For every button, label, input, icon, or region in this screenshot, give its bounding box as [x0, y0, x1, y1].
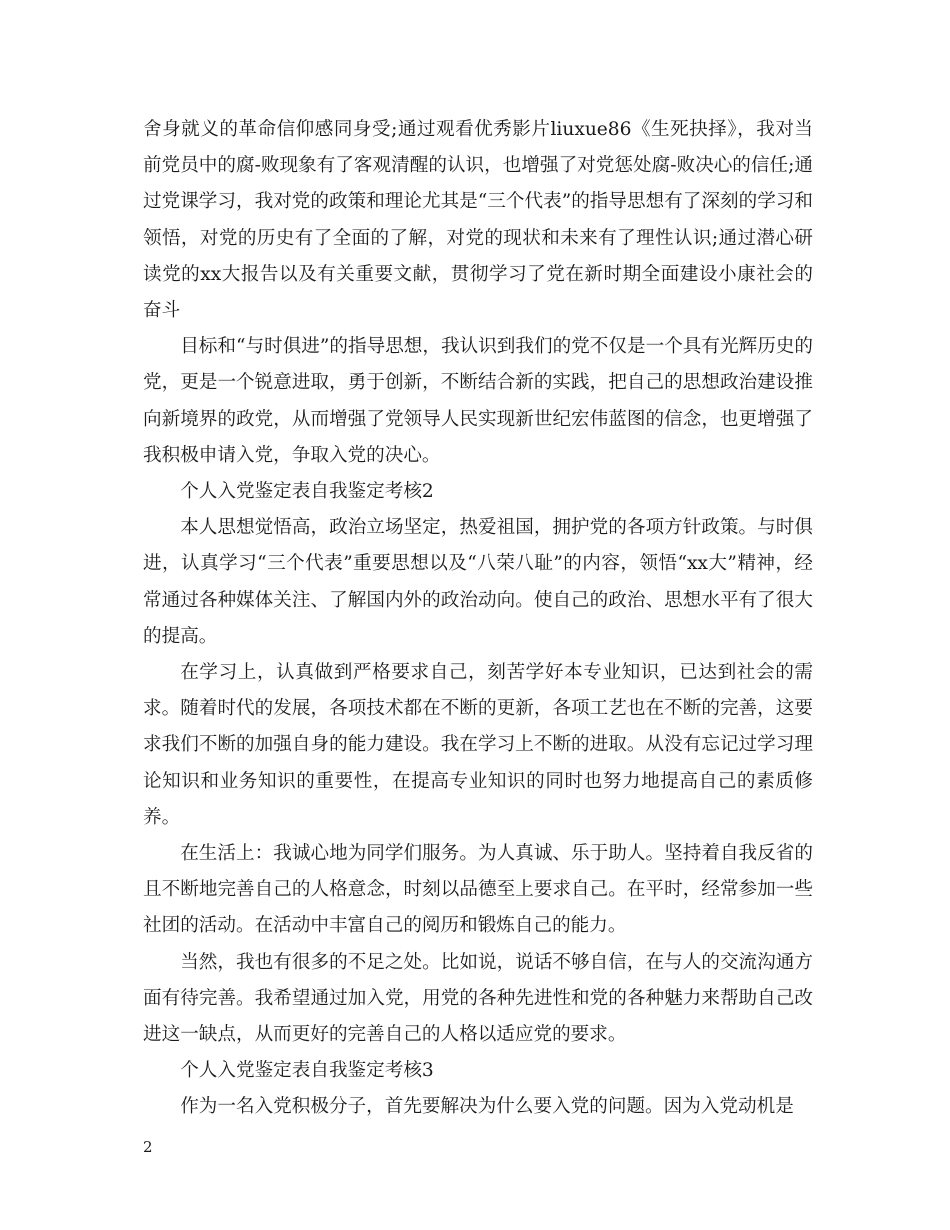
page-number: 2 — [143, 1138, 153, 1156]
paragraph-4: 在学习上，认真做到严格要求自己，刻苦学好本专业知识，已达到社会的需求。随着时代的发展，各项技术都在不断的更新，各项工艺也在不断的完善，这要求我们不断的加强自身的能力建设。我在学习上不断的进取。从没有忘记过学习理论知识和业务知识的重要性，在提高专业知识的同时也努力地提高自己的素质修养。 — [143, 662, 813, 828]
section-heading-3: 个人入党鉴定表自我鉴定考核3 — [180, 1060, 434, 1082]
paragraph-5: 在生活上：我诚心地为同学们服务。为人真诚、乐于助人。坚持着自我反省的且不断地完善自己的人格意念，时刻以品德至上要求自己。在平时，经常参加一些社团的活动。在活动中丰富自己的阅历和锻炼自己的能力。 — [143, 843, 813, 937]
paragraph-6: 当然，我也有很多的不足之处。比如说，说话不够自信，在与人的交流沟通方面有待完善。我希望通过加入党，用党的各种先进性和党的各种魅力来帮助自己改进这一缺点，从而更好的完善自己的人格以适应党的要求。 — [143, 951, 813, 1046]
section-heading-2: 个人入党鉴定表自我鉴定考核2 — [180, 481, 434, 503]
paragraph-7: 作为一名入党积极分子，首先要解决为什么要入党的问题。因为入党动机是 — [180, 1096, 794, 1118]
paragraph-2: 目标和“与时俱进”的指导思想，我认识到我们的党不仅是一个具有光辉历史的党，更是一个锐意进取，勇于创新，不断结合新的实践，把自己的思想政治建设推向新境界的政党，从而增强了党领导人民实现新世纪宏伟蓝图的信念，也更增强了我积极申请入党，争取入党的决心。 — [143, 336, 813, 466]
paragraph-3: 本人思想觉悟高，政治立场坚定，热爱祖国，拥护党的各项方针政策。与时俱进，认真学习“三个代表”重要思想以及“八荣八耻”的内容，领悟“xx大”精神，经常通过各种媒体关注、了解国内外的政治动向。使自己的政治、思想水平有了很大的提高。 — [143, 517, 813, 647]
document-body — [143, 112, 813, 1126]
paragraph-1: 舍身就义的革命信仰感同身受;通过观看优秀影片liuxue86《生死抉择》，我对当前党员中的腐-败现象有了客观清醒的认识，也增强了对党惩处腐-败决心的信任;通过党课学习，我对党的政策和理论尤其是“三个代表”的指导思想有了深刻的学习和领悟，对党的历史有了全面的了解，对党的现状和未来有了理性认识;通过潜心研读党的xx大报告以及有关重要文献，贯彻学习了党在新时期全面建设小康社会的奋斗 — [143, 119, 813, 322]
